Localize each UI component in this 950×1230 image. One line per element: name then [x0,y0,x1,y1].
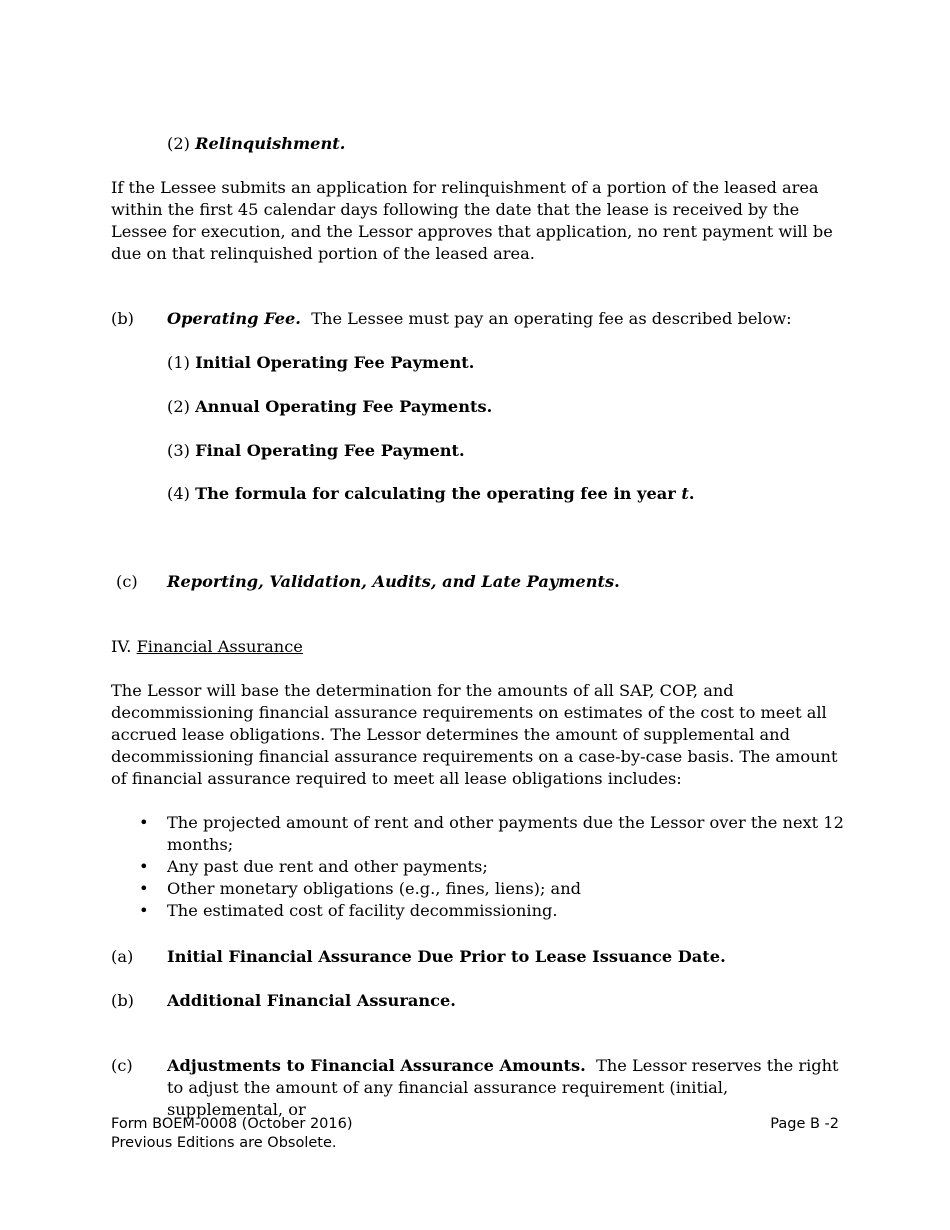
item-title: Final Operating Fee Payment. [195,441,465,460]
formula-end: . [688,484,695,503]
footer-left [111,1115,353,1153]
reporting-end: . [614,572,620,591]
operating-fee-label: (b) [111,309,134,328]
page-number: Page B -2 [770,1116,839,1132]
list-item: • The projected amount of rent and other payments due the Lessor over the next 12 months; [111,812,846,856]
operating-fee-text: The Lessee must pay an operating fee as described below: [311,309,792,328]
adjustments-text: The Lessor reserves the right to adjust the amount of any financial assurance requirement (initial, supplemental, or [167,1056,839,1119]
operating-fee-item [167,440,847,462]
financial-assurance-paragraph: The Lessor will base the determination for the amounts of all SAP, COP, and decommissioning financial assurance requirements on estimates of the cost to meet all accrued lease obligations. The Lessor determines the amount of supplemental and decommissioning financial assurance requirements on a case-by-case basis. The amount of financial assurance required to meet all lease obligations includes: [111,681,838,788]
fa-item-title [167,946,847,968]
operating-fee-item [167,396,847,418]
formula-variable: t [681,484,689,503]
item-title: Initial Operating Fee Payment. [195,353,475,372]
relinquishment-title: Relinquishment. [195,134,346,153]
operating-fee-formula [167,483,847,505]
adjustments-title: Adjustments to Financial Assurance Amounts. [167,1056,586,1075]
relinquishment-heading [167,133,345,155]
section-number: IV. [111,637,132,656]
item-number: (2) [167,397,190,416]
fa-item-title-text: Additional Financial Assurance. [167,991,456,1010]
fa-item-label: (a) [111,947,134,966]
obligations-list [111,812,846,922]
item-number: (1) [167,353,190,372]
reporting-title: Reporting, Validation, Audits, and Late Payments [167,572,615,591]
operating-fee-heading [167,308,847,330]
fa-item-title-text: Initial Financial Assurance Due Prior to Lease Issuance Date. [167,947,726,966]
formula-title: The formula for calculating the operating fee in year [195,484,682,503]
operating-fee-title: Operating Fee. [167,309,301,328]
relinquishment-paragraph: If the Lessee submits an application for relinquishment of a portion of the leased area within the first 45 calendar days following the date that the lease is received by the Lessee for execution, and the Lessor approves that application, no rent payment will be due on that relinquished portion of the leased area. [111,178,833,263]
section-heading [111,636,303,658]
obsolete-note: Previous Editions are Obsolete. [111,1135,337,1151]
item-number: (4) [167,484,190,503]
section-title: Financial Assurance [136,637,303,656]
fa-item-label: (b) [111,991,134,1010]
fa-item-title [167,990,847,1012]
list-item: • Other monetary obligations (e.g., fines, liens); and [111,878,846,900]
relinquishment-number: (2) [167,134,190,153]
operating-fee-item [167,352,847,374]
adjustments-paragraph [167,1055,847,1121]
adjustments-label: (c) [111,1056,133,1075]
reporting-heading [167,571,847,593]
list-item: • The estimated cost of facility decommissioning. [111,900,846,922]
item-title: Annual Operating Fee Payments. [195,397,493,416]
list-item: • Any past due rent and other payments; [111,856,846,878]
item-number: (3) [167,441,190,460]
form-number: Form BOEM-0008 (October 2016) [111,1116,353,1132]
reporting-label: (c) [116,572,138,591]
